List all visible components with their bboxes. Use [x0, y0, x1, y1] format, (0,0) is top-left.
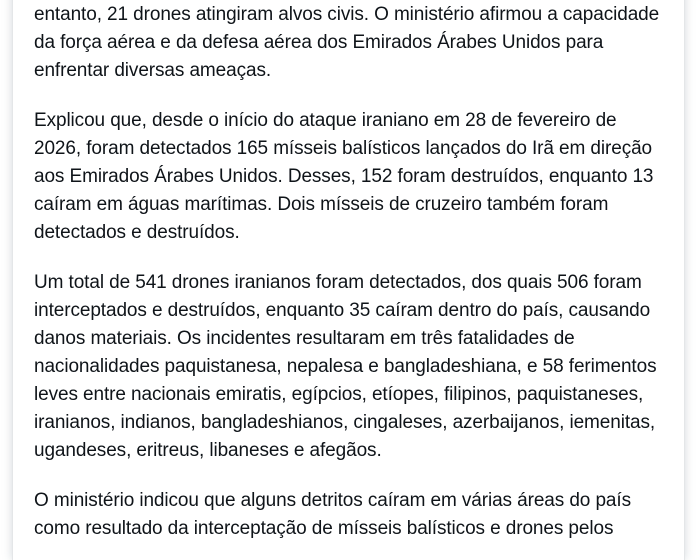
article-paragraph-3: Um total de 541 drones iranianos foram detectados, dos quais 506 foram interceptados e destruídos, enquanto 35 caíram dentro do país, causando danos materiais. Os incidentes resultaram em três fatalidades de nacionalidades paquistanesa, nepalesa e bangladeshiana, e 58 ferimentos leves entre nacionais emiratis, egípcios, etíopes, filipinos, paquistaneses, iranianos, indianos, bangladeshianos, cingaleses, azerbaijanos, iemenitas, ugandeses, eritreus, libaneses e afegãos.: [34, 272, 657, 461]
article-paragraph-1: entanto, 21 drones atingiram alvos civis. O ministério afirmou a capacidade da força aérea e da defesa aérea dos Emirados Árabes Unidos para enfrentar diversas ameaças.: [34, 4, 660, 81]
article-paragraph-4: O ministério indicou que alguns detritos caíram em várias áreas do país como resultado da interceptação de mísseis balísticos e drones pelos: [34, 490, 631, 539]
article-column: [12, 0, 685, 560]
article-paragraph-2: Explicou que, desde o início do ataque iraniano em 28 de fevereiro de 2026, foram detectados 165 mísseis balísticos lançados do Irã em direção aos Emirados Árabes Unidos. Desses, 152 foram destruídos, enquanto 13 caíram em águas marítimas. Dois mísseis de cruzeiro também foram detectados e destruídos.: [34, 110, 654, 243]
